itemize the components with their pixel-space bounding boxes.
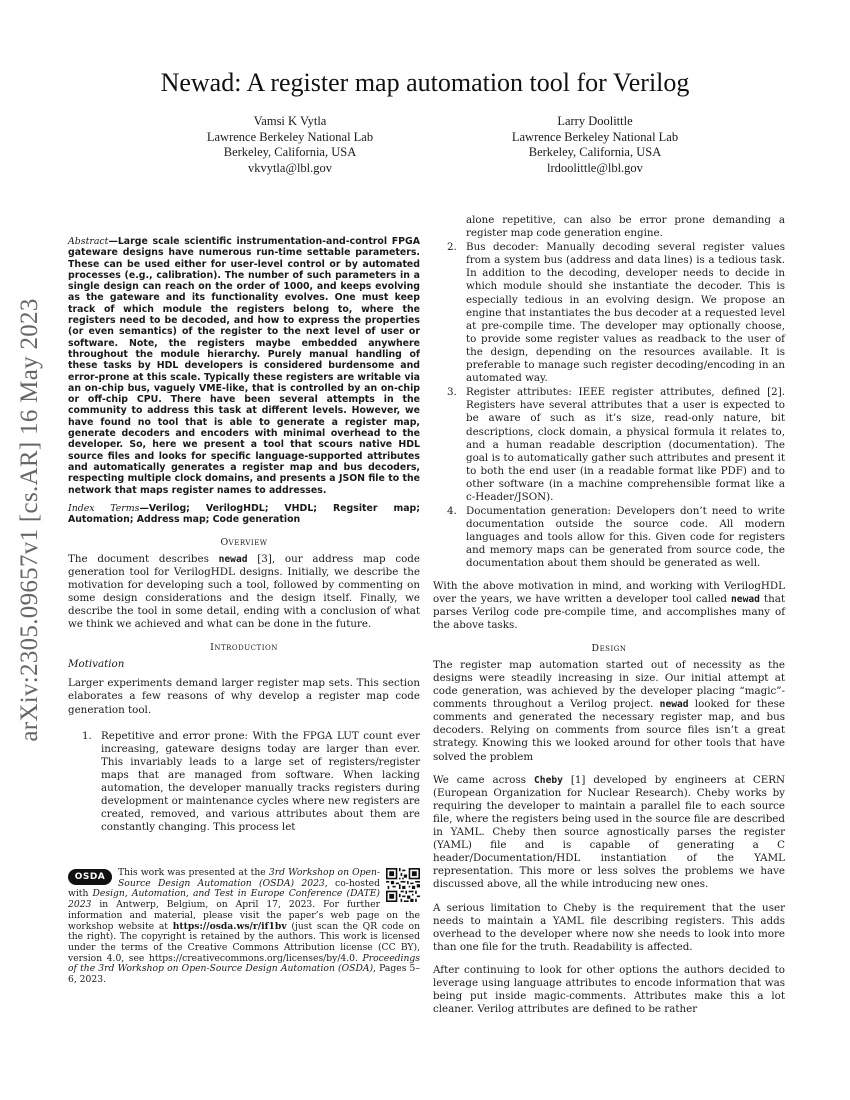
text-run: Proceedings of the 3rd Workshop on Open-Source Design Automation (OSDA) [68,952,420,975]
workshop-url-link[interactable]: https://osda.ws/r/if1bv [172,920,287,932]
text-run: This work was presented at the [118,867,269,878]
list-item [433,386,785,504]
list-number: 4. [447,505,457,518]
footnote [68,868,420,986]
abstract-label: Abstract [68,236,109,247]
code-newad: newad [659,699,689,711]
author-block-2 [445,114,745,176]
text-run: [3], our address map code generation tool for VerilogHDL designs. Initially, we describe the motivation for developing such a tool, followed by commenting on some design considerations and the design itself. Finally, we describe the tool in some detail, ending with a conclusion of what we think we achieved and what can be done in the future. [68,552,420,631]
text-run: The register map automation started out of necessity as the designs were steadily increasing in size. Our initial attempt at code generation, was achieved by the developer placing “magic”-comments throughout a Verilog project. [433,658,785,711]
motivation-list-right [433,214,785,571]
code-newad: newad [218,553,248,565]
code-cheby: Cheby [534,774,563,786]
list-number: 3. [447,386,457,399]
index-terms-text: —Verilog; VerilogHDL; VHDL; Regsiter map; Automation; Address map; Code generation [68,502,421,526]
left-column [68,213,420,835]
text-run: that parses Verilog code pre-compile time, and accomplishes many of the above tasks. [433,592,785,631]
list-number: 1. [82,729,92,742]
text-run: , co-hosted with [68,877,381,900]
author-name: Larry Doolittle [557,114,633,128]
author-block-1 [140,114,440,176]
list-text: Bus decoder: Manually decoding several register values from a system bus (address and data lines) is a tedious task. In addition to the decoding, developer needs to decide in which module should she instantiate the decoder. This is especially tedious in an evolving design. We propose an engine that instantiates the bus decoder at a requested level at pre-compile time. The developer may optionally choose, to provide some register values as readback to the user of the design, depending on the resources available. It is preferable to manage such register decoding/encoding in an automated way. [466,241,785,385]
index-terms-label: Index Terms [68,502,140,514]
list-text: Documentation generation: Developers don’t need to write documentation outside the source code. All modern languages and tools allow for this. Given code for registers and memory maps can be generated from source code, the documentation about them should be generated as well. [466,505,785,570]
subsection-heading-motivation: Motivation [68,658,125,671]
list-text: Register attributes: IEEE register attributes, defined [2]. Registers have several attributes that a user is expected to be aware of such as it’s size, read-only nature, bit descriptions, clock domain, a physical formula it relates to, and a human readable description (documentation). The goal is to automatically gather such attributes and present it to both the end user (in a readable format like PDF) and to other software (in a machine comprehensible format like a c-Header/JSON). [466,386,785,503]
qr-code-icon[interactable] [386,868,420,902]
introduction-paragraph: Larger experiments demand larger register map sets. This section elaborates a few reasons of why develop a register map code generation tool. [68,677,420,716]
text-run: in Antwerp, Belgium, on April 17, 2023. For further information and material, please visit the paper’s web page on the workshop website at [68,899,420,932]
motivation-closing-paragraph [433,580,785,632]
motivation-list-left [68,730,420,835]
author-name: Vamsi K Vytla [253,114,327,128]
text-run: , Pages 5–6, 2023. [68,963,420,986]
author-affiliation: Lawrence Berkeley National Lab [511,129,679,144]
design-paragraph-4: After continuing to look for other options the authors decided to leverage using language attributes to encode information that was being put inside magic-comments. Attributes make this a lot cleaner. Verilog attributes are defined to be rather [433,963,785,1016]
osda-logo: OSDA [68,869,112,885]
text-run: 3rd Workshop on Open-Source Design Automation (OSDA) 2023 [118,867,380,889]
list-item [68,730,420,835]
list-text: Repetitive and error prone: With the FPGA LUT count ever increasing, gateware designs today are larger than ever. This invariably leads to a large set of registers/register maps that are managed from software. When lacking automation, the developer manually tracks registers during development or maintenance cycles where new registers are created, removed, and various attributes about them are constantly changing. This process let [101,729,420,834]
author-email: vkvytla@lbl.gov [247,160,333,175]
text-run: (just scan the QR code on the right). The copyright is retained by the authors. This work is licensed under the terms of the Creative Commons Attribution license (CC BY), version 4.0, see https://creativecommons.org/licenses/by/4.0. [68,920,421,964]
list-text: alone repetitive, can also be error prone demanding a register map code generation engine. [466,214,785,240]
list-number: 2. [447,241,457,254]
list-item [433,241,785,385]
overview-paragraph [68,553,420,632]
text-run: We came across [433,773,535,786]
author-location: Berkeley, California, USA [223,145,357,160]
text-run: With the above motivation in mind, and working with VerilogHDL over the years, we have written a developer tool called [433,579,785,605]
text-run: Design, Automation, and Test in Europe Conference (DATE) 2023 [68,888,380,911]
abstract-text: —Large scale scientific instrumentation-and-control FPGA gateware designs have numerous run-time settable parameters. These can be used either for user-level control or by automated processes (e.g., calibration). The number of such parameters in a single design can reach on the order of 1000, and keeps evolving as the gateware and its functionality evolves. One must keep track of which module the registers belong to, where the registers need to be decoded, and how to express the properties (or even semantics) of the register to the next level of user or software. Note, the registers maybe embedded anywhere throughout the module hierarchy. Purely manual handling of these tasks by HDL developers is considered burdensome and error-prone at this scale. Typically these registers are writable via an on-chip bus, vaguely VME-like, that is controlled by an on-chip or off-chip CPU. There have been several attempts in the community to address this task at different levels. However, we have found no tool that is able to generate a register map, generate decoders and encoders with minimal overhead to the developer. So, here we present a tool that scours native HDL source files and looks for specific language-supported attributes and automatically generates a register map and bus decoders, respecting multiple clock domains, and presents a JSON file to the network that maps register names to addresses. [68,236,420,496]
text-run: looked for these comments and generated the necessary register map, and bus decoders. Relying on comments from source files isn’t a great strategy. Knowing this we looked around for other tools that have solved the problem [433,698,786,763]
design-paragraph-2 [433,774,785,892]
paper-title: Newad: A register map automation tool for Verilog [160,68,690,97]
author-location: Berkeley, California, USA [528,145,662,160]
design-paragraph-1 [433,659,785,764]
text-run: [1] developed by engineers at CERN (European Organization for Nuclear Research). Cheby works by requiring the developer to maintain a parallel file to each source file, where the registers being used in the source file are described in YAML. Cheby then source agnostically parses the register (YAML) file and is capable of generating a C header/Documentation/HDL instantiation of the YAML representation. This more or less solves the problems we have discussed above, all the while introducing new ones. [433,773,785,891]
author-affiliation: Lawrence Berkeley National Lab [206,129,374,144]
section-heading-introduction: Introduction [210,642,278,654]
section-heading-overview: Overview [220,536,268,548]
design-paragraph-3: A serious limitation to Cheby is the requirement that the user needs to maintain a YAML file describing registers. This adds overhead to the developer where now she needs to look into more than one file for the truth. Readability is affected. [433,901,785,953]
text-run: The document describes [68,552,219,565]
index-terms [68,503,420,526]
code-newad: newad [731,593,760,605]
right-column [433,214,785,1026]
arxiv-stamp-text: arXiv:2305.09657v1 [cs.AR] 16 May 2023 [16,298,43,742]
list-item [433,505,785,570]
section-heading-design: Design [591,642,627,654]
list-item [433,214,785,240]
author-email: lrdoolittle@lbl.gov [547,160,643,175]
abstract [68,236,420,496]
